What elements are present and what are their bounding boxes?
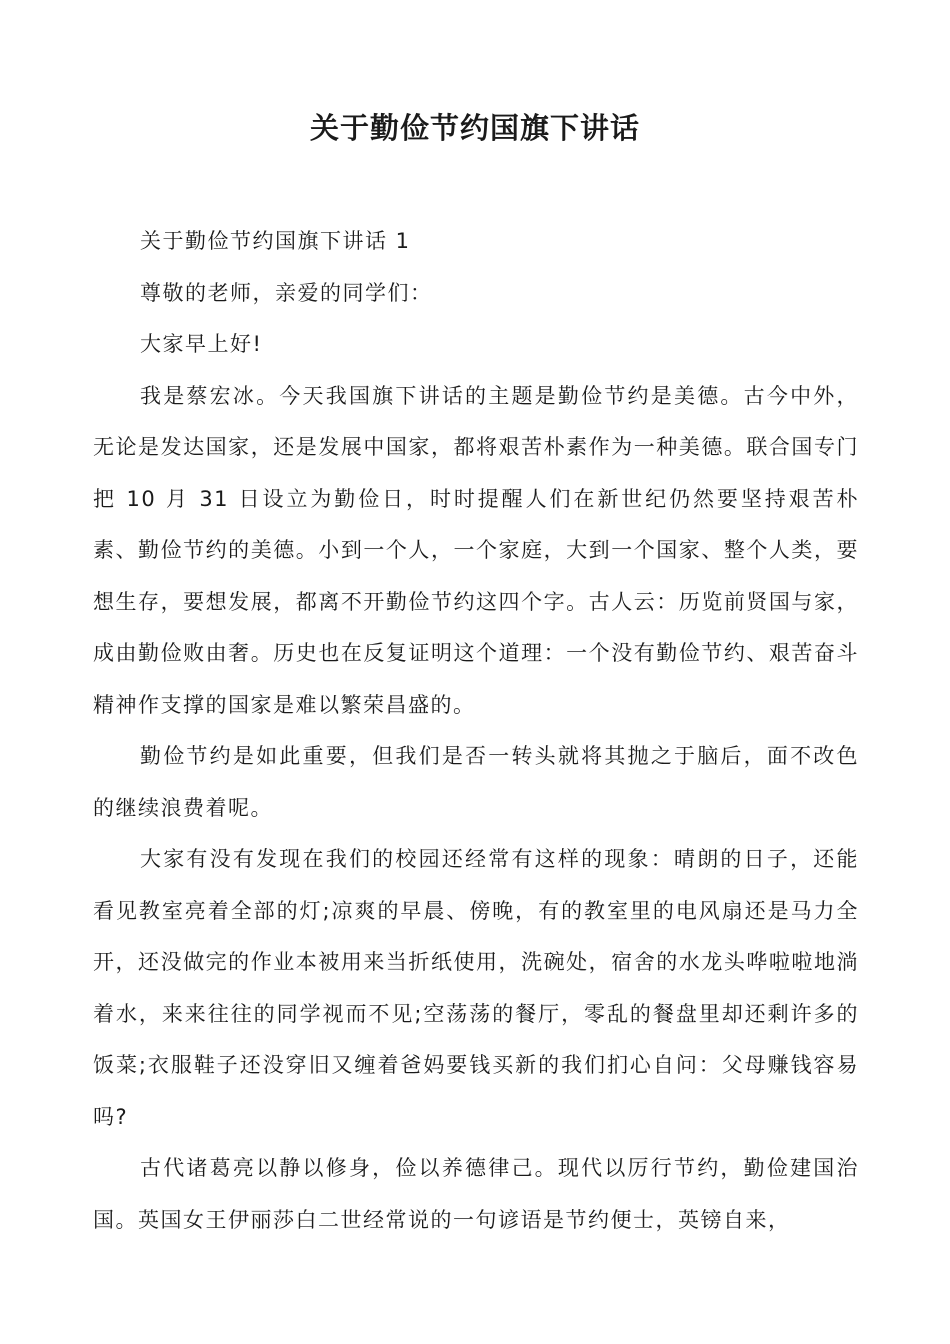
greeting: 大家早上好! <box>140 332 263 356</box>
paragraph-question: 勤俭节约是如此重要，但我们是否一转头就将其抛之于脑后，面不改色的继续浪费着呢。 <box>93 744 859 820</box>
paragraph-history: 古代诸葛亮以静以修身，俭以养德律己。现代以厉行节约，勤俭建国治国。英国女王伊丽莎白二世经常说的一句谚语是节约便士，英镑自来， <box>93 1156 859 1232</box>
section-heading: 关于勤俭节约国旗下讲话 1 <box>140 229 411 253</box>
paragraph-campus-waste: 大家有没有发现在我们的校园还经常有这样的现象：晴朗的日子，还能看见教室亮着全部的灯;凉爽的早晨、傍晚，有的教室里的电风扇还是马力全开，还没做完的作业本被用来当折纸使用，洗碗处，宿舍的水龙头哗啦啦地淌着水，来来往往的同学视而不见;空荡荡的餐厅，零乱的餐盘里却还剩许多的饭菜;衣服鞋子还没穿旧又缠着爸妈要钱买新的我们扪心自问：父母赚钱容易吗? <box>93 847 859 1129</box>
document-title: 关于勤俭节约国旗下讲话 <box>309 111 640 145</box>
document-body <box>93 216 859 1246</box>
salutation: 尊敬的老师，亲爱的同学们： <box>140 280 433 305</box>
paragraph-introduction: 我是蔡宏冰。今天我国旗下讲话的主题是勤俭节约是美德。古今中外，无论是发达国家，还是发展中国家，都将艰苦朴素作为一种美德。联合国专门把 10 月 31 日设立为勤俭日，时时提醒人们在新世纪仍然要坚持艰苦朴素、勤俭节约的美德。小到一个人，一个家庭，大到一个国家、整个人类，要想生存，要想发展，都离不开勤俭节约这四个字。古人云：历览前贤国与家，成由勤俭败由奢。历史也在反复证明这个道理：一个没有勤俭节约、艰苦奋斗精神作支撑的国家是难以繁荣昌盛的。 <box>93 383 859 717</box>
